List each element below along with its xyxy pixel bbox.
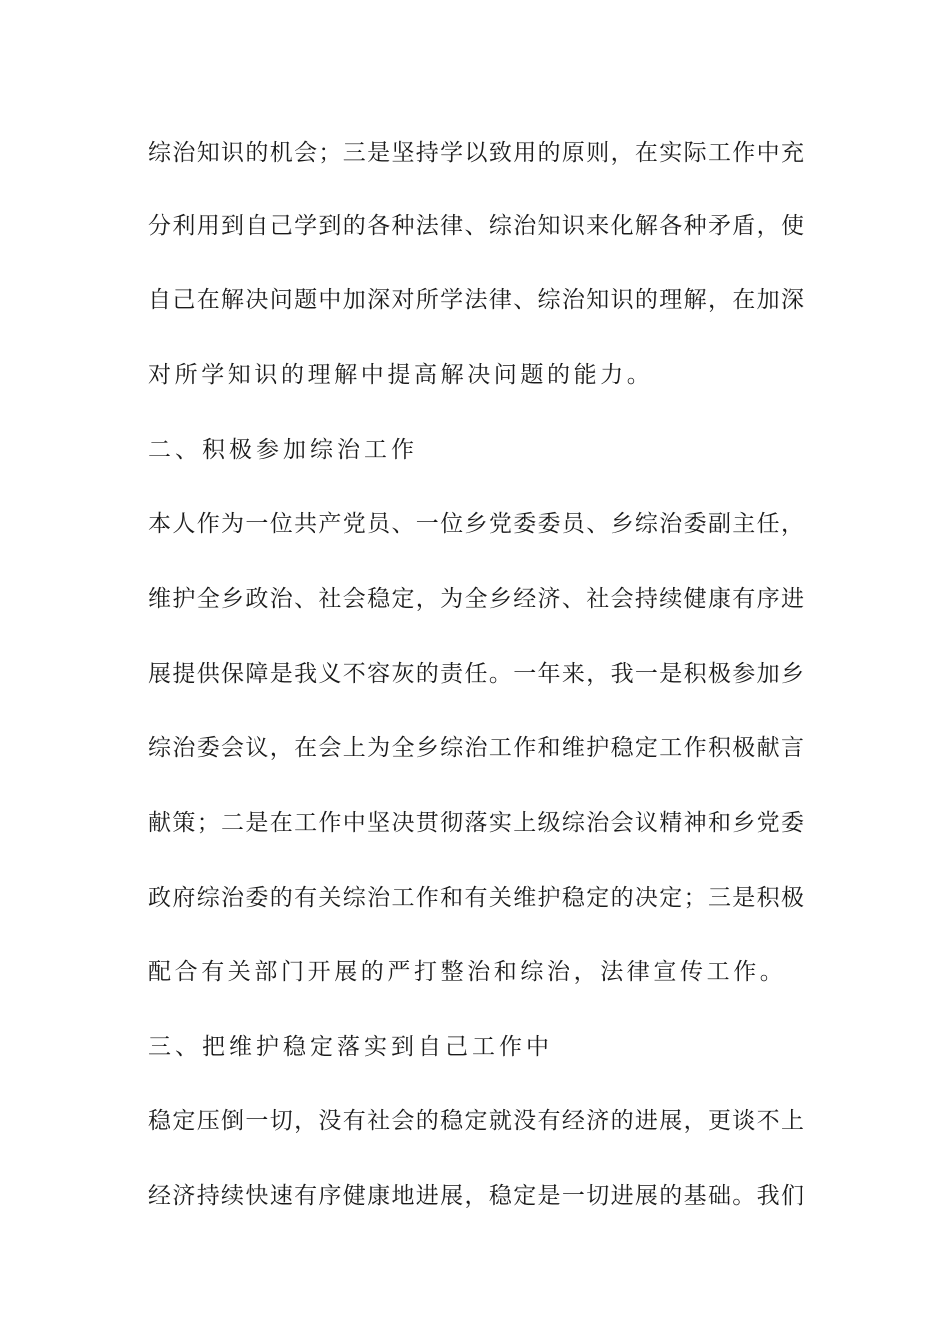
text-line: 稳定压倒一切，没有社会的稳定就没有经济的进展，更谈不上	[148, 1108, 804, 1134]
text-line: 配合有关部门开展的严打整治和综治，法律宣传工作。	[148, 959, 787, 985]
text-line: 综治知识的机会；三是坚持学以致用的原则，在实际工作中充	[148, 140, 804, 166]
text-line: 维护全乡政治、社会稳定，为全乡经济、社会持续健康有序进	[148, 586, 804, 612]
text-line: 对所学知识的理解中提高解决问题的能力。	[148, 362, 654, 388]
text-line: 本人作为一位共产党员、一位乡党委委员、乡综治委副主任，	[148, 511, 804, 537]
section-heading: 二、积极参加综治工作	[148, 437, 418, 463]
text-line: 展提供保障是我义不容灰的责任。一年来，我一是积极参加乡	[148, 661, 804, 687]
text-line: 分利用到自己学到的各种法律、综治知识来化解各种矛盾，使	[148, 213, 804, 239]
text-line: 献策；二是在工作中坚决贯彻落实上级综治会议精神和乡党委	[148, 810, 804, 836]
text-line: 政府综治委的有关综治工作和有关维护稳定的决定；三是积极	[148, 885, 804, 911]
text-line: 自己在解决问题中加深对所学法律、综治知识的理解，在加深	[148, 287, 804, 313]
text-line: 综治委会议，在会上为全乡综治工作和维护稳定工作积极献言	[148, 735, 804, 761]
section-heading: 三、把维护稳定落实到自己工作中	[148, 1034, 553, 1060]
text-line: 经济持续快速有序健康地进展，稳定是一切进展的基础。我们	[148, 1183, 804, 1209]
